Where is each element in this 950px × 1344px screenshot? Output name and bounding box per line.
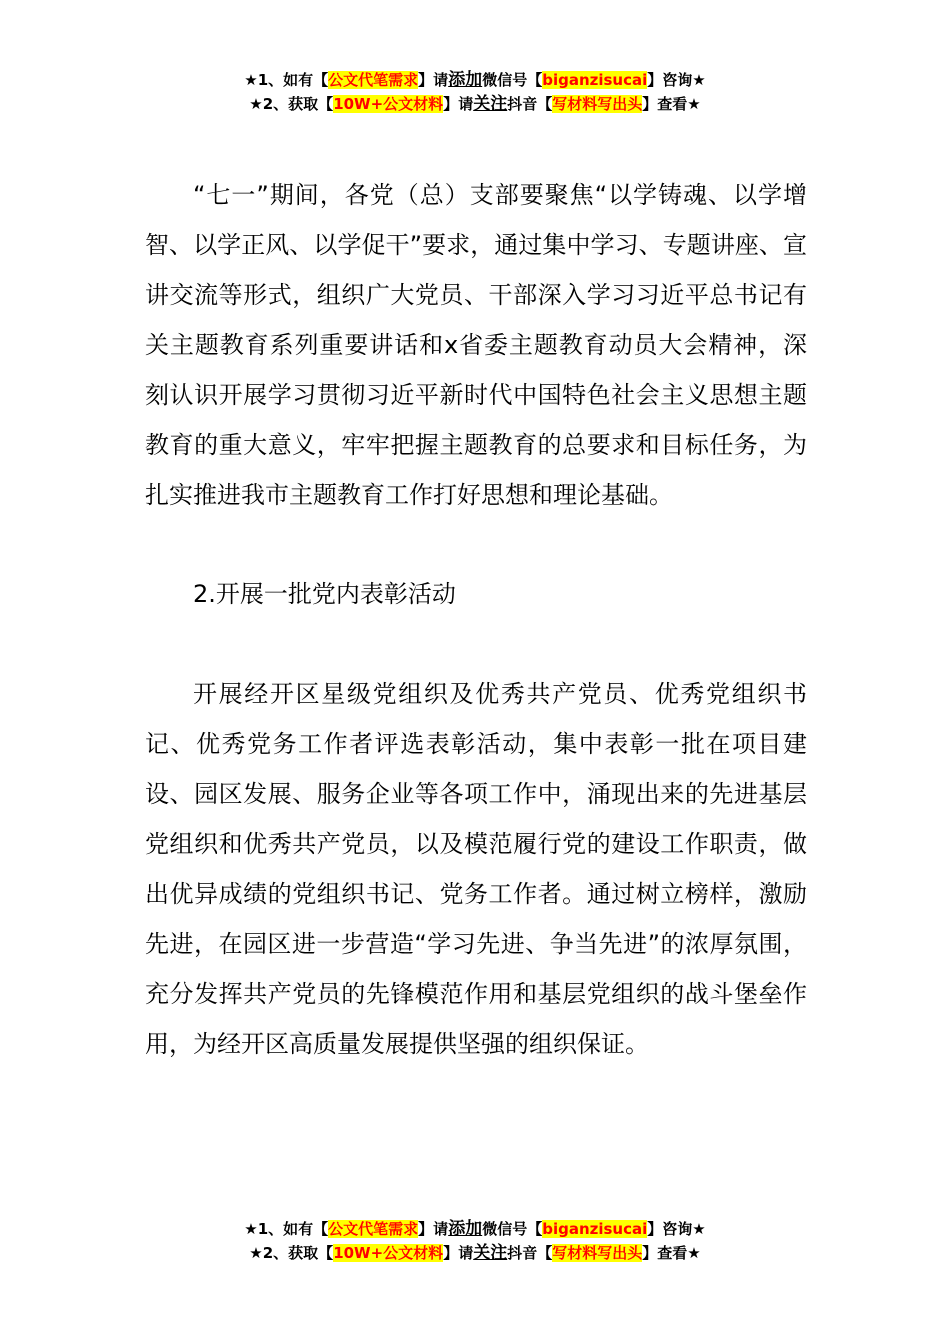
banner-line-2 <box>0 1241 950 1265</box>
banner-text: 】咨询★ <box>647 71 706 89</box>
banner-text: 抖音【 <box>507 1244 553 1262</box>
header-banner <box>0 68 950 116</box>
banner-text: 微信号【 <box>482 71 543 89</box>
banner-text: ★2、获取【 <box>249 95 334 113</box>
underlined-text: 关注 <box>473 94 508 114</box>
highlight-text: 公文代笔需求 <box>328 71 419 89</box>
banner-line-2 <box>0 92 950 116</box>
banner-text: 】请 <box>418 1220 449 1238</box>
highlight-text: 10W+公文材料 <box>333 1244 444 1262</box>
highlight-text: 公文代笔需求 <box>328 1220 419 1238</box>
banner-text: 】咨询★ <box>647 1220 706 1238</box>
banner-line-1 <box>0 1217 950 1241</box>
underlined-text: 添加 <box>448 1219 483 1239</box>
paragraph-2: 开展经开区星级党组织及优秀共产党员、优秀党组织书记、优秀党务工作者评选表彰活动，集中表彰一批在项目建设、园区发展、服务企业等各项工作中，涌现出来的先进基层党组织和优秀共产党员，以及模范履行党的建设工作职责，做出优异成绩的党组织书记、党务工作者。通过树立榜样，激励先进，在园区进一步营造“学习先进、争当先进”的浓厚氛围，充分发挥共产党员的先锋模范作用和基层党组织的战斗堡垒作用，为经开区高质量发展提供坚强的组织保证。 <box>145 680 807 1058</box>
section-heading-2: 2.开展一批党内表彰活动 <box>193 580 456 608</box>
underlined-text: 添加 <box>448 70 483 90</box>
highlight-text: 写材料写出头 <box>552 1244 643 1262</box>
banner-text: 】查看★ <box>642 1244 701 1262</box>
underlined-text: 关注 <box>473 1243 508 1263</box>
footer-banner <box>0 1217 950 1265</box>
highlight-text: biganzisucai <box>542 71 648 89</box>
banner-text: 微信号【 <box>482 1220 543 1238</box>
banner-text: 抖音【 <box>507 95 553 113</box>
banner-text: 】请 <box>418 71 449 89</box>
banner-text: 】请 <box>443 1244 474 1262</box>
highlight-text: 10W+公文材料 <box>333 95 444 113</box>
highlight-text: biganzisucai <box>542 1220 648 1238</box>
paragraph-1: “七一”期间，各党（总）支部要聚焦“以学铸魂、以学增智、以学正风、以学促干”要求，通过集中学习、专题讲座、宣讲交流等形式，组织广大党员、干部深入学习习近平总书记有关主题教育系列重要讲话和x省委主题教育动员大会精神，深刻认识开展学习贯彻习近平新时代中国特色社会主义思想主题教育的重大意义，牢牢把握主题教育的总要求和目标任务，为扎实推进我市主题教育工作打好思想和理论基础。 <box>145 181 807 509</box>
banner-text: 】查看★ <box>642 95 701 113</box>
banner-text: ★1、如有【 <box>244 1220 329 1238</box>
document-body <box>145 170 807 1069</box>
banner-text: ★2、获取【 <box>249 1244 334 1262</box>
banner-text: 】请 <box>443 95 474 113</box>
banner-text: ★1、如有【 <box>244 71 329 89</box>
highlight-text: 写材料写出头 <box>552 95 643 113</box>
banner-line-1 <box>0 68 950 92</box>
